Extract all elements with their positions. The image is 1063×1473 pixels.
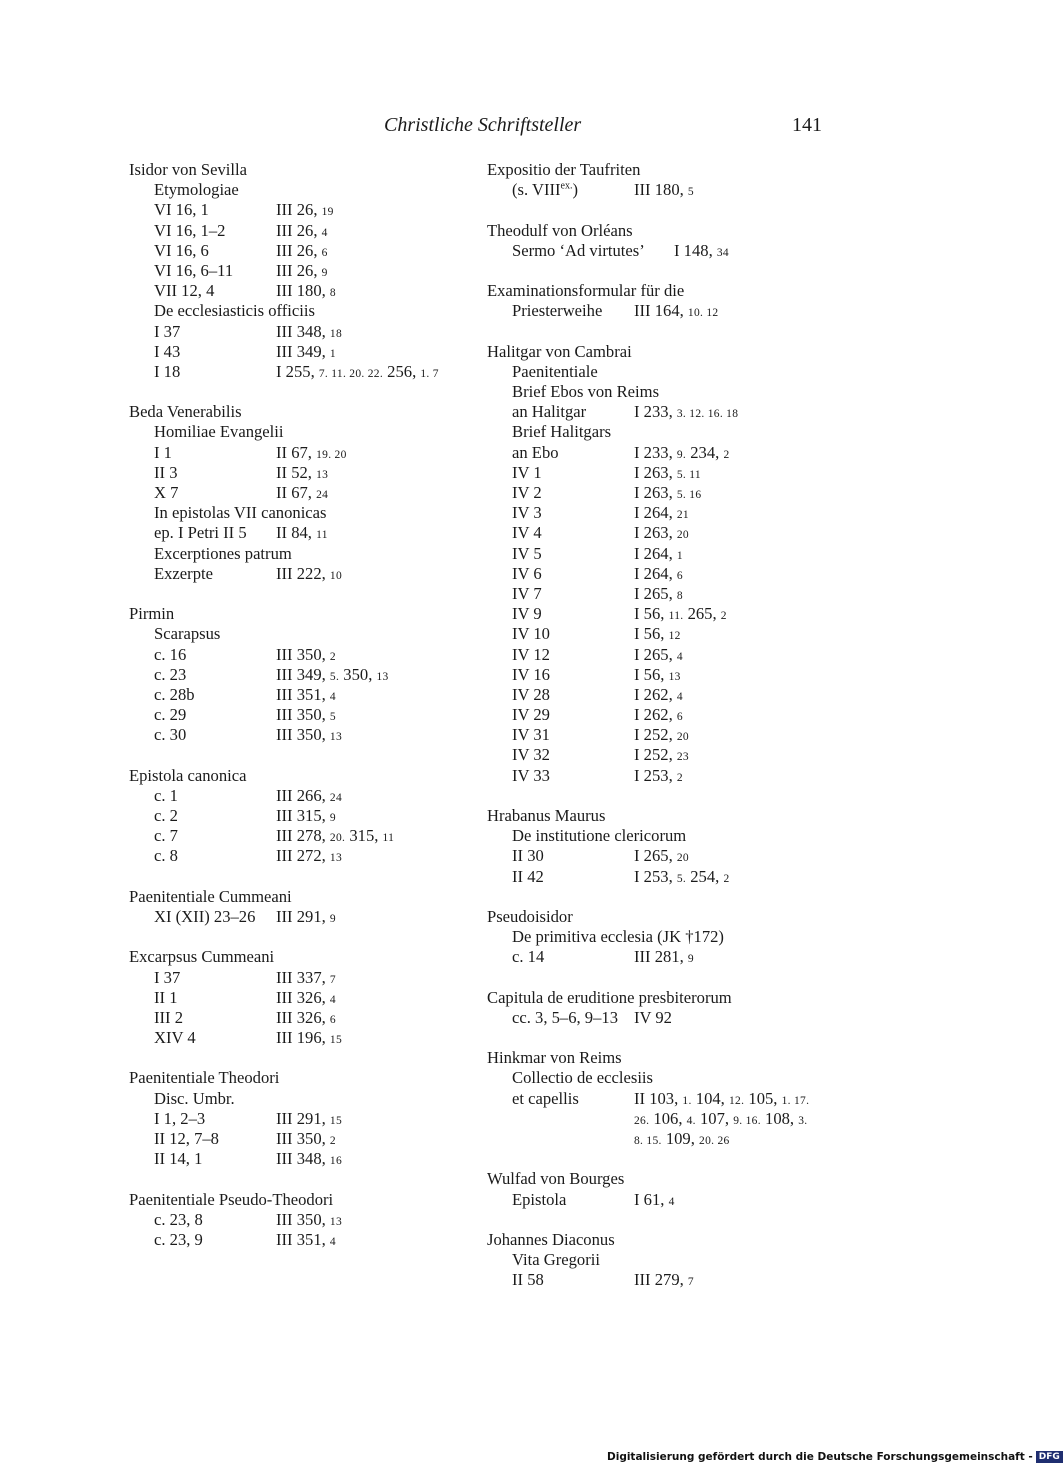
index-line (129, 1008, 469, 1028)
page-reference: III 266, 24 (276, 785, 343, 805)
work-title: Scarapsus (154, 624, 221, 644)
locus: ep. I Petri II 5 (154, 523, 247, 543)
index-line (487, 443, 832, 463)
locus: Sermo ‘Ad virtutes’ (512, 240, 645, 260)
page-reference: III 278, 20. 315, 11 (276, 826, 395, 846)
page-reference: III 279, 7 (634, 1270, 694, 1290)
entry-halitgar (487, 342, 832, 786)
work-title: De institutione clericorum (512, 826, 687, 846)
index-line (129, 786, 469, 806)
locus: II 12, 7–8 (154, 1129, 219, 1148)
page-reference: III 315, 9 (276, 806, 336, 825)
page-reference: III 164, 10. 12 (634, 301, 719, 321)
index-line (129, 443, 469, 463)
index-line (129, 685, 469, 705)
author-heading: Pirmin (129, 604, 175, 624)
index-line (487, 503, 832, 523)
index-line (487, 241, 832, 261)
page-reference: III 26, 19 (276, 200, 334, 220)
locus: (s. $VIII^{ex.}$) (512, 180, 579, 200)
index-line (129, 281, 469, 301)
locus: c. 23, 8 (154, 1209, 203, 1229)
index-line (129, 907, 469, 927)
locus: c. 29 (154, 705, 187, 725)
index-line (129, 342, 469, 362)
page-reference: III 26, 6 (276, 240, 328, 260)
locus: X 7 (154, 483, 179, 502)
index-group (129, 604, 469, 745)
locus: c. 8 (154, 846, 178, 866)
index-line (487, 745, 832, 765)
work-title: Collectio de ecclesiis (512, 1068, 653, 1088)
index-line (129, 523, 469, 543)
page-reference: I 255, 7. 11. 20. 22. 256, 1. 7 (276, 361, 439, 381)
locus: c. 14 (512, 947, 545, 967)
index-line (487, 624, 832, 644)
index-line (129, 463, 469, 483)
author-heading: Hinkmar von Reims (487, 1048, 622, 1068)
locus: IV 33 (512, 765, 550, 785)
author-heading: Expositio der Taufriten (487, 160, 641, 179)
locus: IV 9 (512, 604, 542, 624)
index-line (129, 1028, 469, 1048)
locus: c. 7 (154, 826, 178, 846)
index-line (129, 483, 469, 503)
index-group (129, 1190, 469, 1251)
locus: c. 1 (154, 785, 178, 805)
page-reference: I 56, 11. 265, 2 (634, 604, 727, 624)
author-heading: Paenitentiale Pseudo-Theodori (129, 1189, 334, 1209)
locus: c. 23, 9 (154, 1229, 203, 1249)
page-reference: 26. 106, 4. 107, 9. 16. 108, 3. (634, 1108, 808, 1128)
index-line (129, 705, 469, 725)
locus: XIV 4 (154, 1028, 196, 1048)
author-heading: Hrabanus Maurus (487, 806, 606, 825)
index-group (129, 766, 469, 867)
index-line (487, 1089, 832, 1109)
index-line (487, 1270, 832, 1290)
author-heading: Excarpsus Cummeani (129, 947, 275, 967)
index-line (487, 604, 832, 624)
page-reference: III 272, 13 (276, 846, 343, 866)
author-heading: Epistola canonica (129, 765, 247, 785)
work-title: Brief Ebos von Reims (512, 382, 660, 402)
locus: VI 16, 6 (154, 240, 209, 260)
index-line (129, 1149, 469, 1169)
author-heading: Pseudoisidor (487, 906, 573, 926)
locus: IV 28 (512, 684, 550, 704)
author-heading: Isidor von Sevilla (129, 160, 247, 179)
locus: II 42 (512, 866, 544, 886)
entry-hrabanus (487, 806, 832, 887)
locus: c. 30 (154, 725, 187, 745)
locus: c. 28b (154, 684, 195, 704)
page-reference: II 67, 24 (276, 483, 329, 502)
index-group (129, 1068, 469, 1169)
index-line (487, 463, 832, 483)
locus: I 18 (154, 361, 181, 381)
page-reference: III 222, 10 (276, 563, 343, 583)
page-reference: III 291, 15 (276, 1108, 343, 1128)
locus: IV 3 (512, 503, 542, 523)
work-title: In epistolas VII canonicas (154, 503, 327, 523)
locus: IV 2 (512, 483, 542, 502)
entry-hinkmar (487, 1048, 832, 1149)
page-reference: I 56, 13 (634, 664, 681, 684)
work-title: Paenitentiale (512, 361, 598, 381)
locus: VII 12, 4 (154, 281, 215, 301)
index-line (487, 947, 832, 967)
index-line (129, 725, 469, 745)
index-line (129, 362, 469, 382)
locus: I 37 (154, 321, 181, 341)
index-line (129, 1129, 469, 1149)
page-reference: I 61, 4 (634, 1189, 675, 1209)
locus: IV 32 (512, 745, 550, 765)
page-reference: III 350, 2 (276, 1129, 336, 1148)
index-line (129, 846, 469, 866)
author-heading: Paenitentiale Theodori (129, 1068, 280, 1088)
page-reference: III 350, 2 (276, 644, 336, 664)
locus: IV 7 (512, 583, 542, 603)
page-reference: III 351, 4 (276, 1229, 336, 1249)
index-line (129, 645, 469, 665)
index-line (487, 685, 832, 705)
work-title: De primitiva ecclesia (JK †172) (512, 927, 724, 947)
index-line (487, 665, 832, 685)
author-heading: Paenitentiale Cummeani (129, 886, 292, 906)
locus: c. 23 (154, 664, 187, 684)
page-reference: I 253, 2 (634, 765, 683, 785)
locus: XI (XII) 23–26 (154, 906, 256, 926)
index-line (487, 301, 832, 321)
page-reference: III 350, 5 (276, 705, 336, 725)
locus: c. 16 (154, 644, 187, 664)
index-line (487, 725, 832, 745)
page-reference: II 103, 1. 104, 12. 105, 1. 17. (634, 1088, 810, 1108)
locus: II 3 (154, 462, 178, 482)
page-reference: I 263, 5. 16 (634, 483, 702, 502)
index-column-right (487, 160, 832, 1311)
index-group (129, 947, 469, 1048)
index-line (487, 846, 832, 866)
work-title: De ecclesiasticis officiis (154, 301, 315, 321)
locus: Priesterweihe (512, 301, 603, 321)
index-line (129, 241, 469, 261)
index-line (129, 665, 469, 685)
work-title: Homiliae Evangelii (154, 422, 284, 442)
index-line (129, 826, 469, 846)
index-line (129, 564, 469, 584)
page-reference: I 265, 8 (634, 583, 683, 603)
work-title: Disc. Umbr. (154, 1088, 235, 1108)
locus: an Ebo (512, 442, 559, 462)
page-reference: I 262, 4 (634, 684, 683, 704)
page-reference: III 349, 5. 350, 13 (276, 664, 389, 684)
page-reference: III 350, 13 (276, 1209, 343, 1229)
page-reference: I 233, 3. 12. 16. 18 (634, 402, 739, 422)
page-reference: III 326, 6 (276, 1007, 336, 1027)
work-title: Etymologiae (154, 180, 239, 200)
index-line (487, 523, 832, 543)
locus: IV 1 (512, 462, 542, 482)
entry-theodulf (487, 221, 832, 261)
digitization-footer (607, 1451, 1060, 1467)
work-title: Vita Gregorii (512, 1250, 600, 1270)
author-heading: Capitula de eruditione presbiterorum (487, 987, 732, 1007)
index-line (487, 402, 832, 422)
author-heading: Wulfad von Bourges (487, 1169, 625, 1189)
entry-examinationsformular (487, 281, 832, 321)
page-reference: III 281, 9 (634, 947, 694, 967)
page-reference: I 262, 6 (634, 705, 683, 725)
index-line (487, 1190, 832, 1210)
author-heading: Theodulf von Orléans (487, 220, 633, 240)
index-line (129, 1230, 469, 1250)
index-group (129, 402, 469, 584)
work-title: Brief Halitgars (512, 422, 612, 442)
locus: VI 16, 1–2 (154, 220, 226, 240)
page-reference: I 263, 5. 11 (634, 462, 701, 482)
index-entries (487, 463, 832, 786)
page-reference: III 348, 16 (276, 1149, 343, 1169)
index-line (129, 200, 469, 220)
index-group (129, 887, 469, 927)
index-entries (487, 846, 832, 886)
index-line (487, 1008, 832, 1028)
locus: II 30 (512, 846, 544, 866)
page-reference: I 264, 21 (634, 503, 689, 523)
page-reference: I 265, 4 (634, 644, 683, 664)
page-reference: III 326, 4 (276, 987, 336, 1007)
index-line (129, 221, 469, 241)
locus: IV 6 (512, 563, 542, 583)
locus: IV 31 (512, 725, 550, 745)
page-reference: I 264, 6 (634, 563, 683, 583)
locus: VI 16, 1 (154, 200, 209, 220)
locus: an Halitgar (512, 402, 587, 422)
work-title: Excerptiones patrum (154, 543, 292, 563)
page-reference: III 350, 13 (276, 725, 343, 745)
page-reference: I 233, 9. 234, 2 (634, 442, 730, 462)
page-reference: II 67, 19. 20 (276, 442, 347, 462)
dfg-logo: DFG (1036, 1451, 1063, 1463)
page-reference: III 180, 5 (634, 180, 694, 200)
locus: I 1, 2–3 (154, 1108, 206, 1128)
author-heading: Johannes Diaconus (487, 1229, 615, 1249)
entry-capitula (487, 988, 832, 1028)
page-reference: III 291, 9 (276, 906, 336, 926)
page-reference: IV 92 (634, 1007, 672, 1027)
page-reference: II 84, 11 (276, 523, 328, 543)
locus: I 43 (154, 341, 181, 361)
page-reference: I 265, 20 (634, 846, 689, 866)
page-number: 141 (792, 114, 822, 136)
page-reference: III 180, 8 (276, 281, 336, 301)
page-header (0, 114, 1000, 144)
entry-expositio (487, 160, 832, 200)
index-line (487, 544, 832, 564)
index-line (129, 1210, 469, 1230)
locus: IV 10 (512, 624, 550, 644)
footer-text: Digitalisierung gefördert durch die Deutsche Forschungsgemeinschaft - (607, 1451, 1033, 1463)
running-title: Christliche Schriftsteller (384, 114, 582, 136)
page-reference: I 56, 12 (634, 624, 681, 644)
locus: IV 4 (512, 523, 542, 543)
page-reference: III 351, 4 (276, 684, 336, 704)
locus: VI 16, 6–11 (154, 260, 234, 280)
index-line (129, 988, 469, 1008)
locus: II 58 (512, 1270, 544, 1290)
index-line (129, 806, 469, 826)
page-reference: III 349, 1 (276, 341, 336, 361)
page-reference: III 26, 4 (276, 220, 328, 240)
index-line (129, 322, 469, 342)
index-line (129, 261, 469, 281)
index-line (487, 705, 832, 725)
author-heading: Examinationsformular für die (487, 281, 685, 301)
page-reference: III 26, 9 (276, 260, 328, 280)
locus: Exzerpte (154, 563, 213, 583)
locus: Epistola (512, 1189, 567, 1209)
page-reference: I 252, 23 (634, 745, 689, 765)
locus: IV 29 (512, 705, 550, 725)
locus: et capellis (512, 1088, 579, 1108)
index-line-continued (487, 1109, 832, 1129)
locus: IV 12 (512, 644, 550, 664)
index-line (129, 968, 469, 988)
locus: I 1 (154, 442, 172, 462)
index-line (129, 1109, 469, 1129)
page-reference: III 337, 7 (276, 967, 336, 987)
locus: cc. 3, 5–6, 9–13 (512, 1007, 618, 1027)
page-reference: III 196, 15 (276, 1028, 343, 1048)
entry-johannes (487, 1230, 832, 1291)
index-line (487, 564, 832, 584)
locus: III 2 (154, 1007, 184, 1027)
page-reference: I 264, 1 (634, 543, 683, 563)
locus: IV 5 (512, 543, 542, 563)
locus: II 14, 1 (154, 1149, 203, 1169)
index-line (487, 766, 832, 786)
author-heading: Beda Venerabilis (129, 402, 242, 422)
page-reference: I 148, 34 (674, 240, 729, 260)
page-reference: I 263, 20 (634, 523, 689, 543)
index-group (129, 160, 469, 382)
locus: II 1 (154, 987, 178, 1007)
index-line-continued (487, 1129, 832, 1149)
locus: I 37 (154, 967, 181, 987)
entry-wulfad (487, 1169, 832, 1209)
index-column-left (129, 160, 469, 1270)
page-reference: 8. 15. 109, 20. 26 (634, 1129, 730, 1148)
author-heading: Halitgar von Cambrai (487, 341, 632, 361)
index-line (487, 180, 832, 200)
locus: c. 2 (154, 806, 178, 825)
index-line (487, 645, 832, 665)
page-reference: II 52, 13 (276, 462, 329, 482)
entry-pseudoisidor (487, 907, 832, 968)
page-reference: III 348, 18 (276, 321, 343, 341)
locus: IV 16 (512, 664, 550, 684)
index-line (487, 867, 832, 887)
index-line (487, 483, 832, 503)
index-line (487, 584, 832, 604)
page-reference: I 252, 20 (634, 725, 689, 745)
page-reference: I 253, 5. 254, 2 (634, 866, 730, 886)
